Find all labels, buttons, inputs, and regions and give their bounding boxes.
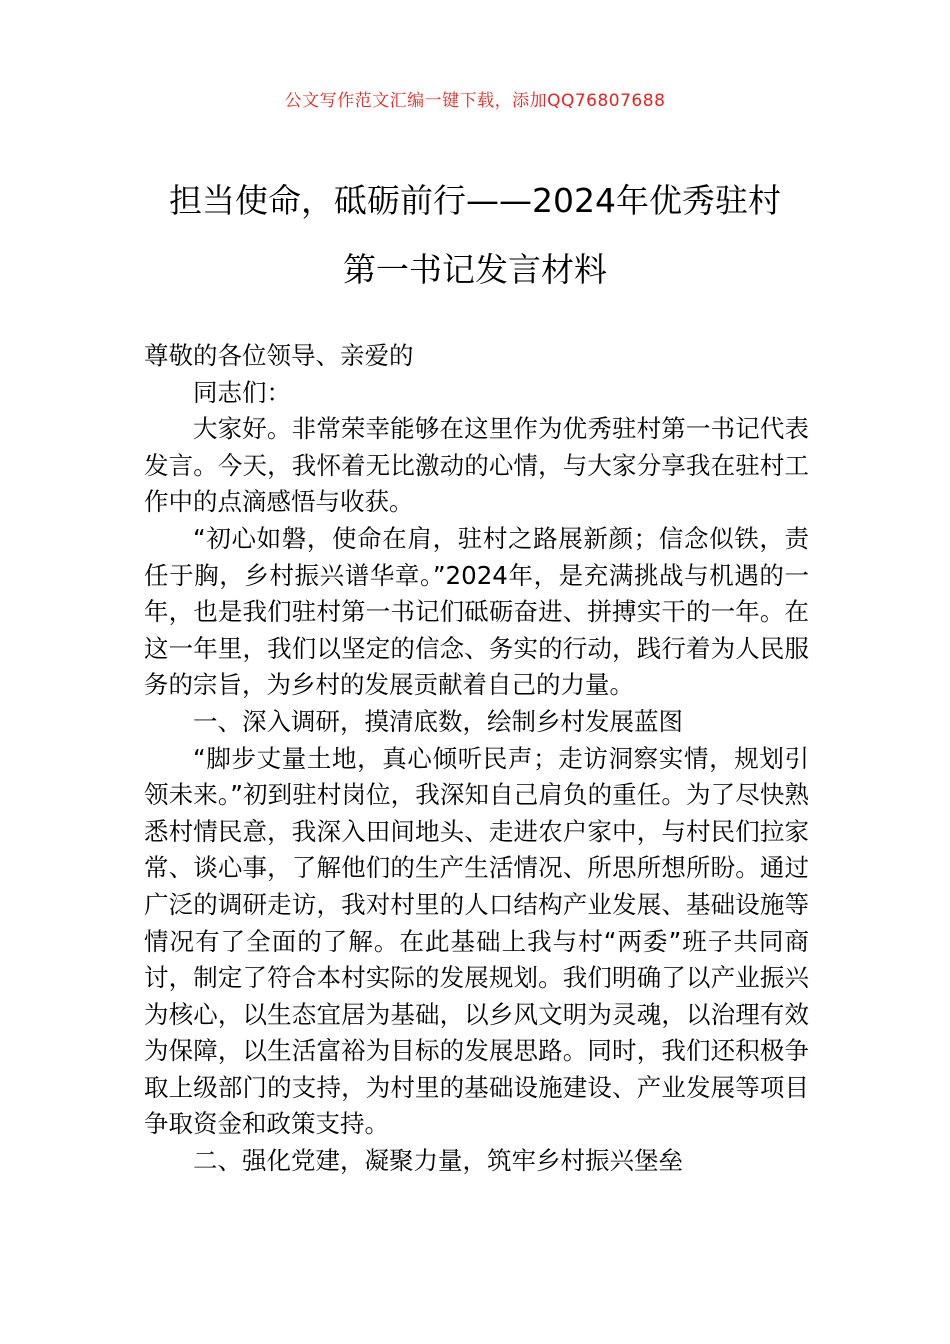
section-1-paragraph: “脚步丈量土地，真心倾听民声；走访洞察实情，规划引领未来。”初到驻村岗位，我深知自己肩负的重任。为了尽快熟悉村情民意，我深入田间地头、走进农户家中，与村民们拉家常、谈心事，了解他们的生产生活情况、所思所想所盼。通过广泛的调研走访，我对村里的人口结构产业发展、基础设施等情况有了全面的了解。在此基础上我与村“两委”班子共同商讨，制定了符合本村实际的发展规划。我们明确了以产业振兴为核心，以生态宜居为基础，以乡风文明为灵魂，以治理有效为保障，以生活富裕为目标的发展思路。同时，我们还积极争取上级部门的支持，为村里的基础设施建设、产业发展等项目争取资金和政策支持。 — [144, 743, 809, 1139]
section-heading-2: 二、强化党建，凝聚力量，筑牢乡村振兴堡垒 — [193, 1146, 683, 1176]
paragraph-intro: “初心如磐，使命在肩，驻村之路展新颜；信念似铁，责任于胸，乡村振兴谱华章。”2024年，是充满挑战与机遇的一年，也是我们驻村第一书记们砥砺奋进、拼搏实干的一年。在这一年里，我们以坚定的信念、务实的行动，践行着为人民服务的宗旨，为乡村的发展贡献着自己的力量。 — [144, 523, 809, 700]
salutation-line-1: 尊敬的各位领导、亲爱的 — [144, 341, 414, 370]
document-body — [144, 338, 809, 1180]
section-heading-1: 一、深入调研，摸清底数，绘制乡村发展蓝图 — [193, 706, 683, 736]
paragraph-greeting: 大家好。非常荣幸能够在这里作为优秀驻村第一书记代表发言。今天，我怀着无比激动的心情，与大家分享我在驻村工作中的点滴感悟与收获。 — [144, 414, 809, 517]
salutation-line-2: 同志们： — [193, 377, 291, 407]
document-title-line-1: 担当使命，砥砺前行——2024年优秀驻村 — [169, 181, 781, 220]
download-banner: 公文写作范文汇编一键下载，添加QQ76807688 — [284, 91, 666, 111]
document-title-line-2: 第一书记发言材料 — [343, 250, 607, 289]
